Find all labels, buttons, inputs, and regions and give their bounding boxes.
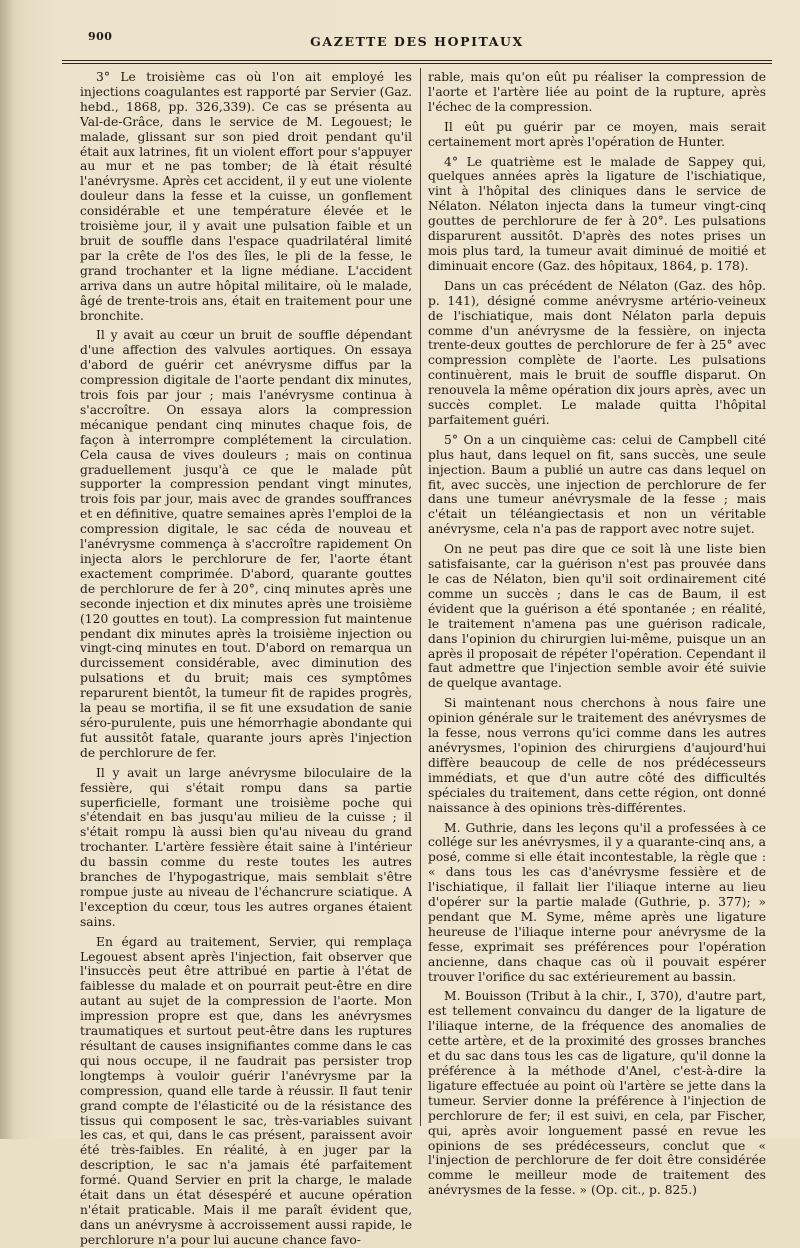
paragraph: Il y avait au cœur un bruit de souffle dépendant d'une affection des valvules aortiques. On essaya d'abord de guérir cet anévrysme diffus par la compression digitale de l'aorte pendant dix minutes, trois fois par jour ; mais l'anévrysme continua à s'accroître. On essaya alors la compression mécanique pendant cinq minutes chaque fois, de façon à interrompre complétement la circulation. Cela causa de vives douleurs ; mais on continua graduellement jusqu'à ce que le malade pût supporter la compression pendant vingt minutes, trois fois par jour, mais avec de grandes souffrances et en définitive, quatre semaines après l'emploi de la compression digitale, le sac céda de nouveau et l'anévrysme commença à s'accroître rapidement On injecta alors le perchlorure de fer, l'aorte étant exactement comprimée. D'abord, quarante gouttes de perchlorure de fer à 20°, cinq minutes après une seconde injection et dix minutes après une troisième (120 gouttes en tout). La compression fut maintenue pendant dix minutes après la troisième injection ou vingt-cinq minutes en tout. D'abord on remarqua un durcissement considérable, avec diminution des pulsations et du bruit; mais ces symptômes reparurent bientôt, la tumeur fit de rapides progrès, la peau se mortifia, il se fit une exsudation de sanie séro-purulente, puis une hémorrhagie abondante qui fut aussitôt fatale, quarante jours après l'injection de perchlorure de fer.	[80, 328, 412, 760]
paragraph: 3° Le troisième cas où l'on ait employé les injections coagulantes est rapporté par Servier (Gaz. hebd., 1868, pp. 326,339). Ce cas se présenta au Val-de-Grâce, dans le service de M. Legouest; le malade, glissant sur son pied droit pendant qu'il était aux latrines, fit un violent effort pour s'appuyer au mur et ne pas tomber; de là était résulté l'anévrysme. Après cet accident, il y eut une violente douleur dans la fesse et la cuisse, un gonflement considérable et une température élevée et le troisième jour, il y avait une pulsation faible et un bruit de souffle dans l'espace quadrilatéral limité par la crête de l'os des îles, le pli de la fesse, le grand trochanter et la ligne médiane. L'accident arriva dans un autre hôpital militaire, où le malade, âgé de trente-trois ans, était en traitement pour une bronchite.	[80, 70, 412, 323]
header-rule-top	[62, 60, 772, 61]
journal-title: GAZETTE DES HOPITAUX	[310, 34, 524, 49]
column-divider	[420, 68, 421, 1126]
header-rule-bottom	[62, 63, 772, 64]
page-number: 900	[88, 30, 113, 43]
paragraph: En égard au traitement, Servier, qui remplaça Legouest absent après l'injection, fait observer que l'insuccès peut être attribué en partie à l'état de faiblesse du malade et on pourrait peut-être en dire autant au sujet de la compression de l'aorte. Mon impression propre est que, dans les anévrysmes traumatiques et surtout peut-être dans les ruptures résultant de causes insignifiantes comme dans le cas qui nous occupe, il ne faudrait pas persister trop longtemps à vouloir guérir l'anévrysme par la compression, quand elle tarde à réussir. Il faut tenir grand compte de l'élasticité ou de la résistance des tissus qui composent le sac, très-variables suivant les cas, et qui, dans le cas présent, paraissent avoir été très-faibles. En réalité, à en juger par la description, le sac n'a jamais été parfaitement formé. Quand Servier en prit la charge, le malade était dans un état désespéré et aucune opération n'était praticable. Mais il me paraît évident que, dans un anévrysme à accroissement aussi rapide, le perchlorure n'a pour lui aucune chance favo-	[80, 934, 412, 1247]
paragraph: Dans un cas précédent de Nélaton (Gaz. des hôp. p. 141), désigné comme anévrysme artério-veineux de l'ischiatique, mais dont Nélaton parla depuis comme d'un anévrysme de la fessière, on injecta trente-deux gouttes de perchlorure de fer à 25° avec compression complète de l'aorte. Les pulsations continuèrent, mais le bruit de souffle disparut. On renouvela la même opération dix jours après, avec un succès complet. Le malade quitta l'hôpital parfaitement guéri.	[428, 278, 766, 427]
page-edge-shadow	[0, 0, 14, 1139]
paragraph: M. Bouisson (Tribut à la chir., I, 370), d'autre part, est tellement convaincu du danger de la ligature de l'iliaque interne, de la fréquence des anomalies de cette artère, et de la proximité des grosses branches et du sac dans tous les cas de ligature, qu'il donne la préférence à la méthode d'Anel, c'est-à-dire la ligature effectuée au point où l'artère se jette dans la tumeur. Servier donne la préférence à l'injection de perchlorure de fer; il est suivi, en cela, par Fischer, qui, après avoir longuement passé en revue les opinions de ses prédécesseurs, conclut que « l'injection de perchlorure de fer doit être considérée comme le meilleur mode de traitement des anévrysmes de la fesse. » (Op. cit., p. 825.)	[428, 989, 766, 1198]
left-column	[80, 70, 412, 1247]
paragraph: Si maintenant nous cherchons à nous faire une opinion générale sur le traitement des anévrysmes de la fesse, nous verrons qu'ici comme dans les autres anévrysmes, l'opinion des chirurgiens d'aujourd'hui diffère beaucoup de celle de nos prédécesseurs immédiats, et que d'un autre côté des difficultés spéciales du traitement, dans cette région, ont donné naissance à des opinions très-différentes.	[428, 696, 766, 815]
paragraph: On ne peut pas dire que ce soit là une liste bien satisfaisante, car la guérison n'est pas prouvée dans le cas de Nélaton, bien qu'il soit ordinairement cité comme un succès ; dans le cas de Baum, il est évident que la guérison a été spontanée ; en réalité, le traitement n'amena pas une guérison radicale, dans l'opinion du chirurgien lui-même, puisque un an après il proposait de répéter l'opération. Cependant il faut admettre que l'injection semble avoir été suivie de quelque avantage.	[428, 542, 766, 691]
right-column	[428, 70, 766, 1198]
paragraph: 5° On a un cinquième cas: celui de Campbell cité plus haut, dans lequel on fit, sans succès, une seule injection. Baum a publié un autre cas dans lequel on fit, avec succès, une injection de perchlorure de fer dans une tumeur anévrysmale de la fesse ; mais c'était un téléangiectasis et non un véritable anévrysme, cela n'a pas de rapport avec notre sujet.	[428, 432, 766, 537]
paragraph-continuation: rable, mais qu'on eût pu réaliser la compression de l'aorte et l'artère liée au point de la rupture, après l'échec de la compression.	[428, 70, 766, 114]
paragraph: Il y avait un large anévrysme biloculaire de la fessière, qui s'était rompu dans sa partie superficielle, formant une troisième poche qui s'étendait en bas jusqu'au milieu de la cuisse ; il s'était rompu là aussi bien qu'au niveau du grand trochanter. L'artère fessière était saine à l'intérieur du bassin comme du reste toutes les autres branches de l'hypogastrique, mais semblait s'être rompue juste au niveau de l'échancrure sciatique. A l'exception du cœur, tous les autres organes étaient sains.	[80, 765, 412, 929]
paragraph: M. Guthrie, dans les leçons qu'il a professées à ce collége sur les anévrysmes, il y a quarante-cinq ans, a posé, comme si elle était incontestable, la règle que : « dans tous les cas d'anévrysme fessière et de l'ischiatique, il fallait lier l'iliaque interne au lieu d'opérer sur la partie malade (Guthrie, p. 377); » pendant que M. Syme, même après une ligature heureuse de l'iliaque interne pour anévrysme de la fesse, exprimait ses préférences pour l'opération ancienne, dans chaque cas où il pouvait espérer trouver l'orifice du sac extérieurement au bassin.	[428, 820, 766, 984]
page-header	[62, 26, 772, 62]
paragraph: 4° Le quatrième est le malade de Sappey qui, quelques années après la ligature de l'ischiatique, vint à l'hôpital des cliniques dans le service de Nélaton. Nélaton injecta dans la tumeur vingt-cinq gouttes de perchlorure de fer à 20°. Les pulsations disparurent aussitôt. D'après des notes prises un mois plus tard, la tumeur avait diminué de moitié et diminuait encore (Gaz. des hôpitaux, 1864, p. 178).	[428, 154, 766, 273]
paragraph: Il eût pu guérir par ce moyen, mais serait certainement mort après l'opération de Hunter.	[428, 119, 766, 149]
